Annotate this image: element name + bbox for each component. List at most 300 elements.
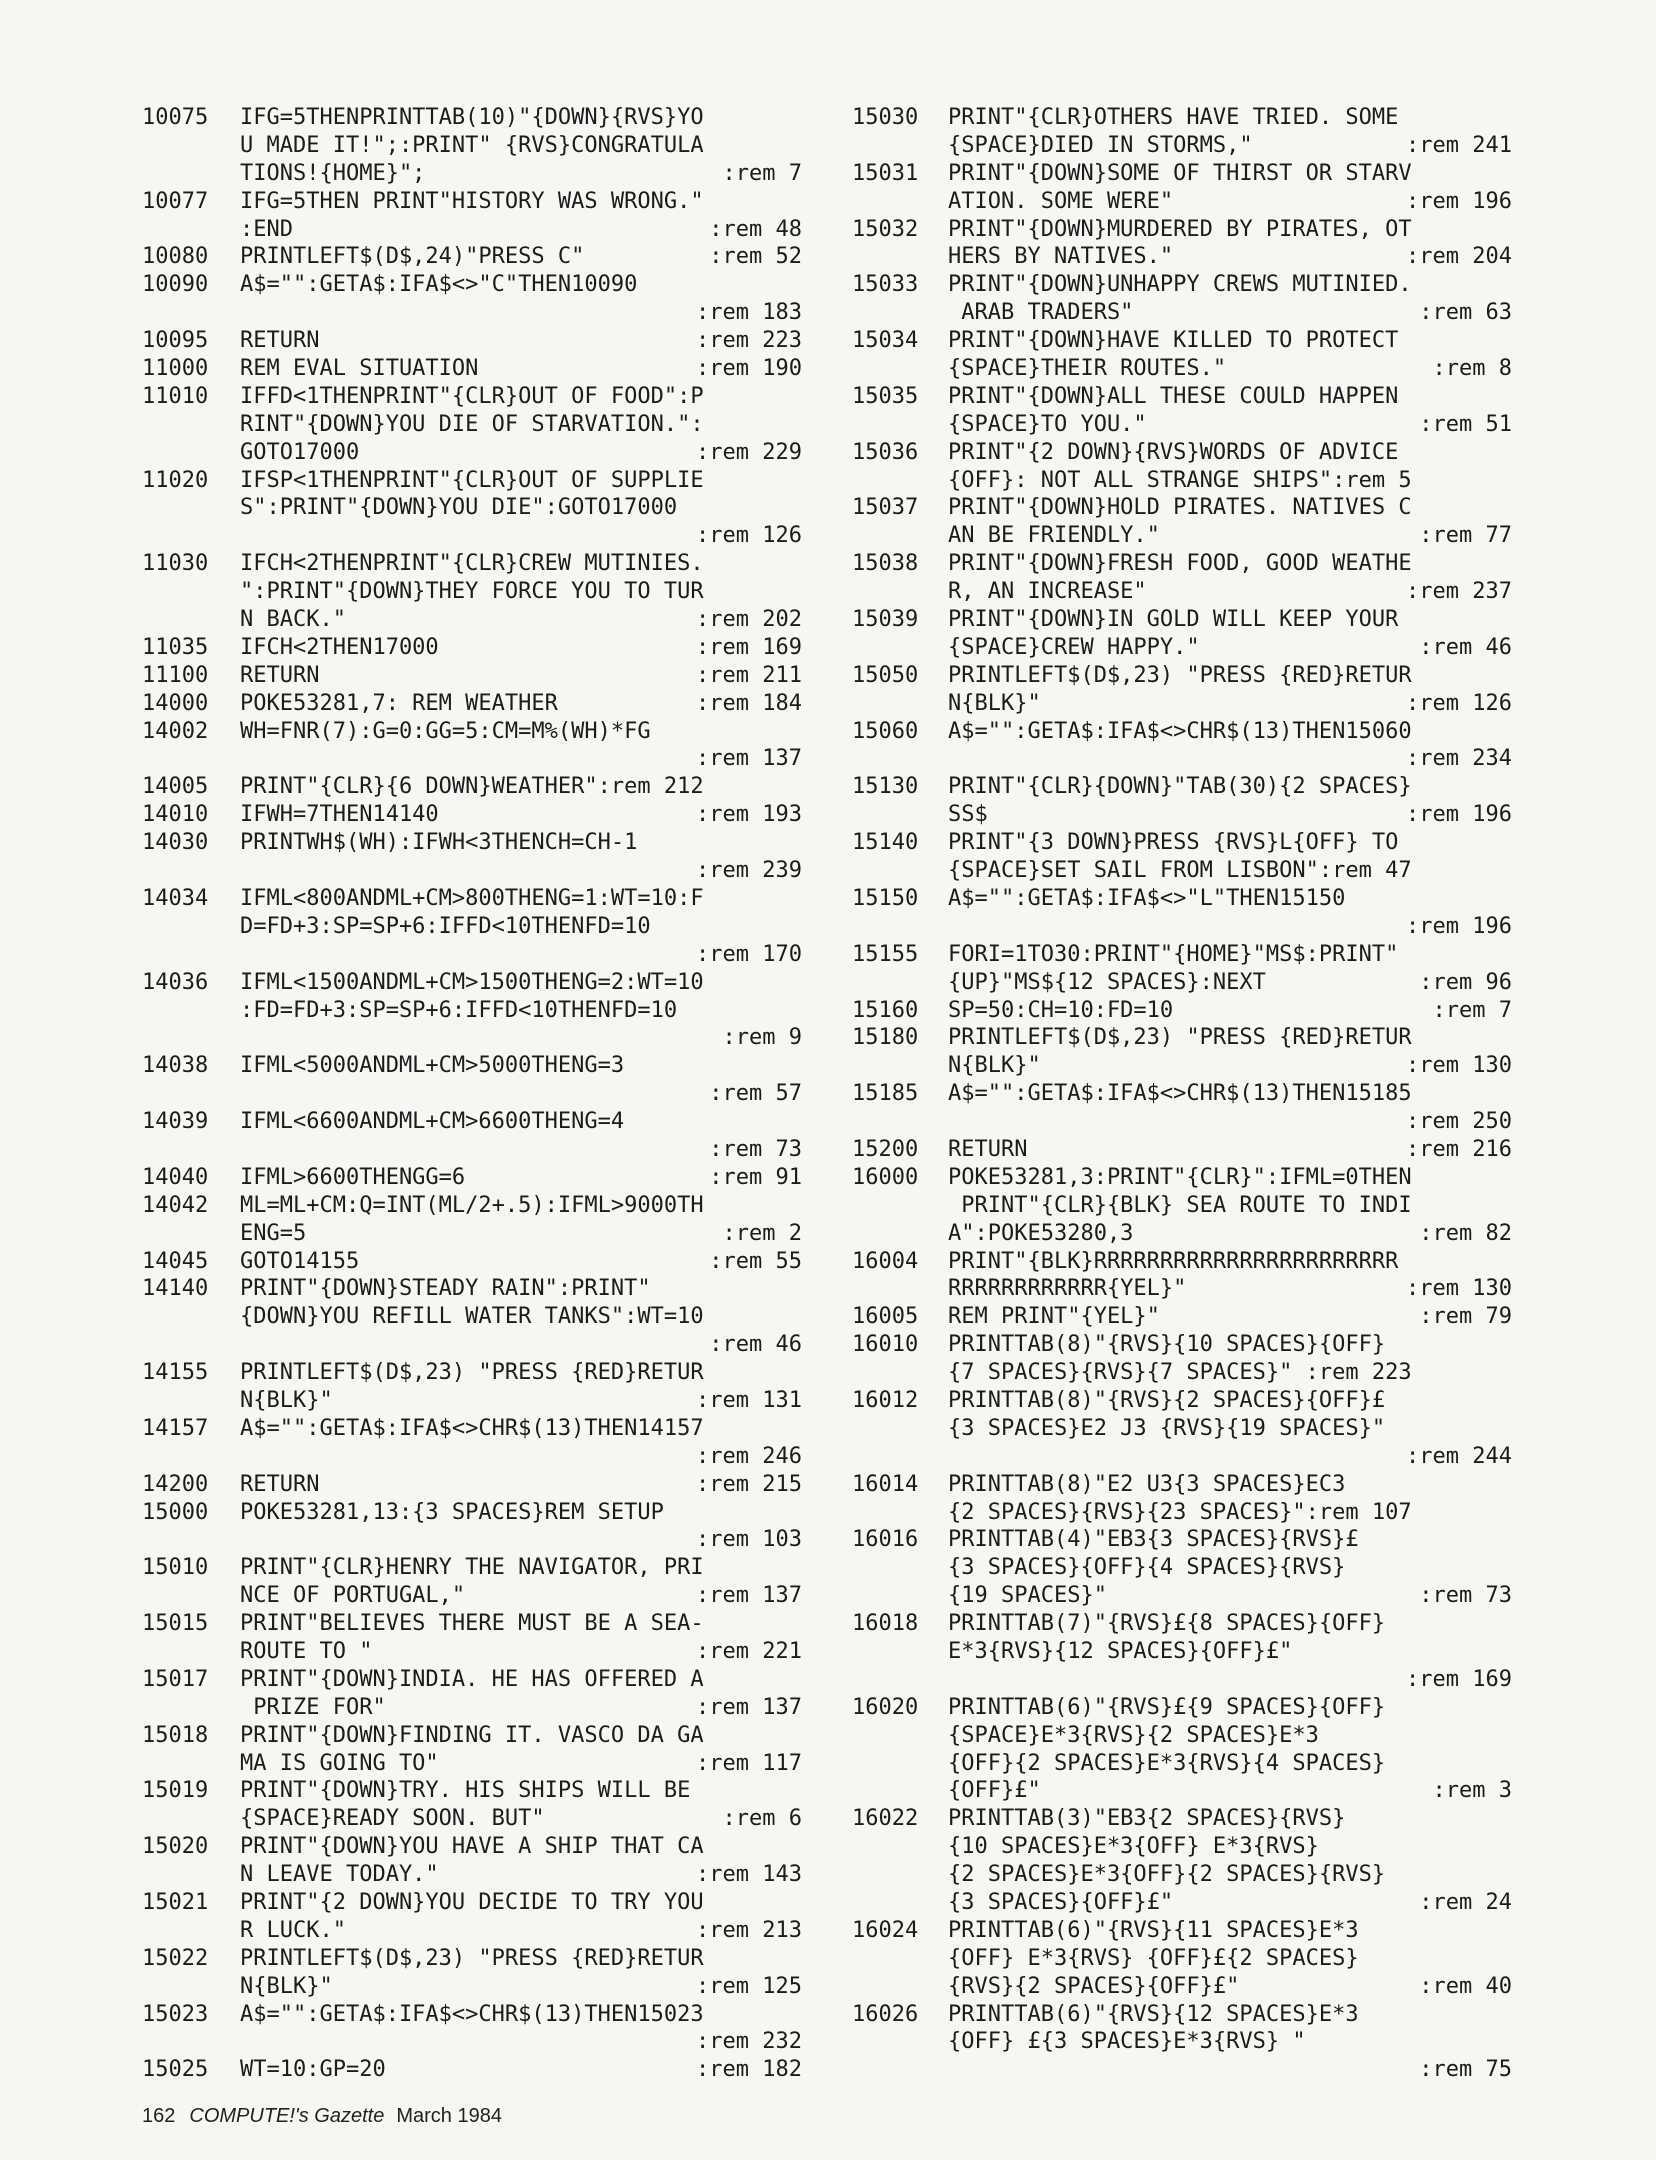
code-text: PRINTTAB(3)"EB3{2 SPACES}{RVS} [948,1806,1346,1832]
checksum-rem: :rem 169 [696,634,802,660]
checksum-rem: :rem 184 [696,690,802,716]
code-text: MA IS GOING TO" [240,1750,439,1776]
code-text: {SPACE}READY SOON. BUT" [240,1806,545,1832]
line-number: 14005 [142,774,209,800]
listing-line [142,1052,802,1080]
listing-line [142,1526,802,1554]
checksum-rem: :rem 196 [1406,802,1512,828]
listing-line [142,1136,802,1164]
listing-line [142,1917,802,1945]
code-text: AN BE FRIENDLY." [948,523,1160,549]
listing-line [142,1554,802,1582]
code-text: RETURN [240,662,320,688]
listing-line [852,801,1512,829]
line-number: 16020 [852,1694,919,1720]
line-number: 15140 [852,830,919,856]
code-text: PRINTWH$(WH):IFWH<3THENCH=CH-1 [240,830,638,856]
listing-line [852,941,1512,969]
code-text: PRINT"{CLR}{BLK} SEA ROUTE TO INDI [948,1192,1412,1218]
listing-line [852,132,1512,160]
code-text: ENG=5 [240,1220,307,1246]
listing-line [852,1136,1512,1164]
checksum-rem: :rem 250 [1406,1109,1512,1135]
code-text: GOTO17000 [240,439,360,465]
code-text: :END [240,216,293,242]
line-number: 15023 [142,2001,209,2027]
listing-line [142,1722,802,1750]
listing-line [852,216,1512,244]
line-number: 14042 [142,1192,209,1218]
listing-line [852,1331,1512,1359]
checksum-rem: :rem 117 [696,1750,802,1776]
listing-line [142,104,802,132]
line-number: 11100 [142,662,209,688]
checksum-rem: :rem 143 [696,1862,802,1888]
page-footer [142,2105,502,2128]
listing-line [852,997,1512,1025]
checksum-rem: :rem 131 [696,1387,802,1413]
listing-column-left [142,104,802,2084]
code-text: PRINTLEFT$(D$,23) "PRESS {RED}RETUR [240,1945,704,1971]
listing-line [142,1080,802,1108]
listing-line [852,271,1512,299]
listing-line [142,1275,802,1303]
code-text: {RVS}{2 SPACES}{OFF}£" [948,1973,1240,1999]
code-text: PRINT"{3 DOWN}PRESS {RVS}L{OFF} TO [948,830,1399,856]
listing-line [852,885,1512,913]
listing-line [852,1945,1512,1973]
checksum-rem: :rem 211 [696,662,802,688]
listing-line [142,160,802,188]
checksum-rem: :rem 246 [696,1443,802,1469]
code-text: PRINTLEFT$(D$,23) "PRESS {RED}RETUR [948,662,1412,688]
code-text: {2 SPACES}E*3{OFF}{2 SPACES}{RVS} [948,1862,1386,1888]
code-text: PRINT"{DOWN}INDIA. HE HAS OFFERED A [240,1666,704,1692]
listing-line [142,690,802,718]
listing-line [852,2001,1512,2029]
line-number: 15130 [852,774,919,800]
line-number: 15155 [852,941,919,967]
code-text: REM EVAL SITUATION [240,356,479,382]
code-text: ATION. SOME WERE" [948,188,1174,214]
listing-line [852,355,1512,383]
checksum-rem: :rem 46 [709,1332,802,1358]
code-text: :FD=FD+3:SP=SP+6:IFFD<10THENFD=10 [240,997,678,1023]
checksum-rem: :rem 55 [709,1248,802,1274]
line-number: 15020 [142,1834,209,1860]
line-number: 16024 [852,1917,919,1943]
code-text: PRINTTAB(6)"{RVS}{12 SPACES}E*3 [948,2001,1359,2027]
checksum-rem: :rem 237 [1406,579,1512,605]
listing-line [852,1387,1512,1415]
listing-line [142,1861,802,1889]
line-number: 15019 [142,1778,209,1804]
listing-line [142,550,802,578]
code-text: PRINTTAB(8)"{RVS}{10 SPACES}{OFF} [948,1332,1386,1358]
code-text: PRINTTAB(7)"{RVS}£{8 SPACES}{OFF} [948,1611,1386,1637]
line-number: 14140 [142,1276,209,1302]
code-text: PRINT"{DOWN}IN GOLD WILL KEEP YOUR [948,607,1399,633]
checksum-rem: :rem 91 [709,1164,802,1190]
checksum-rem: :rem 57 [709,1081,802,1107]
checksum-rem: :rem 63 [1419,300,1512,326]
code-text: PRINTLEFT$(D$,24)"PRESS C" [240,244,585,270]
checksum-rem: :rem 77 [1419,523,1512,549]
line-number: 10080 [142,244,209,270]
code-text: E*3{RVS}{12 SPACES}{OFF}£" [948,1638,1293,1664]
listing-line [852,1554,1512,1582]
code-text: A$="":GETA$:IFA$<>CHR$(13)THEN14157 [240,1415,704,1441]
code-text: IFWH=7THEN14140 [240,802,439,828]
listing-line [142,216,802,244]
listing-line [142,439,802,467]
checksum-rem: :rem 196 [1406,913,1512,939]
listing-line [852,467,1512,495]
listing-line [852,1750,1512,1778]
listing-line [142,606,802,634]
checksum-rem: :rem 24 [1419,1890,1512,1915]
line-number: 15037 [852,495,919,521]
listing-line [852,243,1512,271]
code-text: PRINTLEFT$(D$,23) "PRESS {RED}RETUR [948,1025,1412,1051]
line-number: 15018 [142,1722,209,1748]
listing-line [852,550,1512,578]
checksum-rem: :rem 79 [1419,1304,1512,1330]
listing-line [142,997,802,1025]
checksum-rem: :rem 202 [696,607,802,633]
checksum-rem: :rem 215 [696,1471,802,1497]
line-number: 15060 [852,718,919,744]
code-text: PRINT"{DOWN}MURDERED BY PIRATES, OT [948,216,1412,242]
listing-line [142,1359,802,1387]
code-text: SP=50:CH=10:FD=10 [948,997,1174,1023]
listing-line [852,1080,1512,1108]
checksum-rem: :rem 169 [1406,1666,1512,1692]
checksum-rem: :rem 126 [696,523,802,549]
checksum-rem: :rem 229 [696,439,802,465]
checksum-rem: :rem 7 [722,160,802,186]
code-text: PRINT"{DOWN}HOLD PIRATES. NATIVES C [948,495,1412,521]
line-number: 15031 [852,160,919,186]
code-text: PRINT"{CLR}OTHERS HAVE TRIED. SOME [948,105,1399,130]
checksum-rem: :rem 137 [696,1694,802,1720]
code-text: ":PRINT"{DOWN}THEY FORCE YOU TO TUR [240,579,704,605]
listing-line [852,1833,1512,1861]
line-number: 16026 [852,2001,919,2027]
magazine-title: COMPUTE!'s Gazette [189,2105,385,2127]
code-text: D=FD+3:SP=SP+6:IFFD<10THENFD=10 [240,913,651,939]
checksum-rem: :rem 216 [1406,1136,1512,1162]
listing-line [852,439,1512,467]
code-text: IFML<6600ANDML+CM>6600THENG=4 [240,1109,625,1135]
line-number: 15035 [852,383,919,409]
code-text: SS$ [948,802,988,828]
code-text: {SPACE}SET SAIL FROM LISBON":rem 47 [948,858,1412,884]
code-text: {SPACE}TO YOU." [948,411,1147,437]
listing-line [852,1638,1512,1666]
listing-line [852,188,1512,216]
listing-line [142,2001,802,2029]
code-text: PRINT"{DOWN}SOME OF THIRST OR STARV [948,160,1412,186]
code-text: IFFD<1THENPRINT"{CLR}OUT OF FOOD":P [240,383,704,409]
code-text: RETURN [240,1471,320,1497]
line-number: 15180 [852,1025,919,1051]
listing-line [142,1973,802,2001]
code-text: IFML>6600THENGG=6 [240,1164,466,1190]
code-text: RETURN [948,1136,1028,1162]
line-number: 14157 [142,1415,209,1441]
code-text: POKE53281,7: REM WEATHER [240,690,558,716]
code-text: TIONS!{HOME}"; [240,160,426,186]
listing-line [142,1220,802,1248]
line-number: 16014 [852,1471,919,1497]
checksum-rem: :rem 196 [1406,188,1512,214]
checksum-rem: :rem 40 [1419,1973,1512,1999]
code-text: IFCH<2THEN17000 [240,634,439,660]
code-text: PRINT"{DOWN}TRY. HIS SHIPS WILL BE [240,1778,691,1804]
code-text: HERS BY NATIVES." [948,244,1174,270]
code-text: {UP}"MS${12 SPACES}:NEXT [948,969,1266,995]
code-text: PRINT"BELIEVES THERE MUST BE A SEA- [240,1611,704,1637]
line-number: 15039 [852,607,919,633]
listing-line [852,606,1512,634]
listing-line [142,1805,802,1833]
checksum-rem: :rem 75 [1419,2057,1512,2083]
line-number: 14002 [142,718,209,744]
code-text: FORI=1TO30:PRINT"{HOME}"MS$:PRINT" [948,941,1399,967]
listing-line [852,1526,1512,1554]
line-number: 15021 [142,1890,209,1915]
listing-line [142,773,802,801]
checksum-rem: :rem 6 [722,1806,802,1832]
checksum-rem: :rem 8 [1432,356,1512,382]
listing-line [852,104,1512,132]
line-number: 15034 [852,328,919,354]
checksum-rem: :rem 96 [1419,969,1512,995]
checksum-rem: :rem 204 [1406,244,1512,270]
code-text: PRINT"{CLR}{DOWN}"TAB(30){2 SPACES} [948,774,1412,800]
checksum-rem: :rem 183 [696,300,802,326]
code-text: A$="":GETA$:IFA$<>"L"THEN15150 [948,885,1346,911]
checksum-rem: :rem 223 [696,328,802,354]
listing-line [852,1973,1512,2001]
code-text: {19 SPACES}" [948,1583,1107,1609]
listing-line [852,1861,1512,1889]
listing-line [852,913,1512,941]
listing-line [142,857,802,885]
code-text: IFCH<2THENPRINT"{CLR}CREW MUTINIES. [240,551,704,577]
checksum-rem: :rem 213 [696,1917,802,1943]
listing-line [142,243,802,271]
checksum-rem: :rem 7 [1432,997,1512,1023]
listing-line [142,1248,802,1276]
listing-line [142,913,802,941]
code-text: PRINT"{DOWN}ALL THESE COULD HAPPEN [948,383,1399,409]
code-text: POKE53281,3:PRINT"{CLR}":IFML=0THEN [948,1164,1412,1190]
listing-line [852,1275,1512,1303]
code-text: {OFF} £{3 SPACES}E*3{RVS} " [948,2029,1306,2055]
line-number: 11000 [142,356,209,382]
checksum-rem: :rem 239 [696,858,802,884]
listing-line [142,411,802,439]
line-number: 14200 [142,1471,209,1497]
listing-line [142,299,802,327]
code-text: PRINT"{CLR}HENRY THE NAVIGATOR, PRI [240,1555,704,1581]
code-text: {OFF}£" [948,1778,1041,1804]
checksum-rem: :rem 221 [696,1638,802,1664]
line-number: 14034 [142,885,209,911]
listing-line [852,634,1512,662]
listing-line [852,383,1512,411]
checksum-rem: :rem 125 [696,1973,802,1999]
listing-line [142,801,802,829]
code-text: PRINT"{2 DOWN}{RVS}WORDS OF ADVICE [948,439,1399,465]
listing-line [142,1331,802,1359]
listing-line [852,327,1512,355]
checksum-rem: :rem 130 [1406,1276,1512,1302]
code-text: PRINT"{2 DOWN}YOU DECIDE TO TRY YOU [240,1890,704,1915]
line-number: 10075 [142,105,209,130]
line-number: 15015 [142,1611,209,1637]
code-text: A":POKE53280,3 [948,1220,1134,1246]
listing-line [142,1499,802,1527]
code-text: {3 SPACES}{OFF}£" [948,1890,1174,1915]
listing-line [142,2056,802,2084]
listing-line [852,2056,1512,2084]
code-text: ROUTE TO " [240,1638,373,1664]
listing-line [142,1694,802,1722]
line-number: 15032 [852,216,919,242]
line-number: 15033 [852,272,919,298]
checksum-rem: :rem 244 [1406,1443,1512,1469]
listing-line [852,1582,1512,1610]
line-number: 14038 [142,1053,209,1079]
checksum-rem: :rem 46 [1419,634,1512,660]
listing-line [142,494,802,522]
line-number: 16018 [852,1611,919,1637]
code-text: RETURN [240,328,320,354]
listing-line [142,829,802,857]
code-text: PRINT"{BLK}RRRRRRRRRRRRRRRRRRRRRRR [948,1248,1399,1274]
code-text: A$="":GETA$:IFA$<>"C"THEN10090 [240,272,638,298]
checksum-rem: :rem 9 [722,1025,802,1051]
code-text: N{BLK}" [948,690,1041,716]
code-text: N{BLK}" [240,1973,333,1999]
checksum-rem: :rem 73 [1419,1583,1512,1609]
listing-line [852,1359,1512,1387]
checksum-rem: :rem 232 [696,2029,802,2055]
code-text: {10 SPACES}E*3{OFF} E*3{RVS} [948,1834,1319,1860]
listing-line [852,1303,1512,1331]
code-text: {OFF}{2 SPACES}E*3{RVS}{4 SPACES} [948,1750,1386,1776]
line-number: 16010 [852,1332,919,1358]
listing-line [142,1192,802,1220]
listing-line [852,1499,1512,1527]
checksum-rem: :rem 182 [696,2057,802,2083]
line-number: 15160 [852,997,919,1023]
line-number: 14036 [142,969,209,995]
code-text: N{BLK}" [240,1387,333,1413]
listing-line [142,578,802,606]
listing-line [852,1471,1512,1499]
listing-line [852,857,1512,885]
listing-line [852,718,1512,746]
listing-line [852,969,1512,997]
line-number: 16012 [852,1387,919,1413]
checksum-rem: :rem 126 [1406,690,1512,716]
listing-line [142,885,802,913]
listing-line [852,299,1512,327]
listing-line [142,2028,802,2056]
listing-line [852,829,1512,857]
line-number: 15036 [852,439,919,465]
checksum-rem: :rem 241 [1406,132,1512,158]
code-text: WT=10:GP=20 [240,2057,386,2083]
code-text: REM PRINT"{YEL}" [948,1304,1160,1330]
listing-line [852,1220,1512,1248]
code-text: IFML<800ANDML+CM>800THENG=1:WT=10:F [240,885,704,911]
code-text: {DOWN}YOU REFILL WATER TANKS":WT=10 [240,1304,704,1330]
listing-line [142,1582,802,1610]
checksum-rem: :rem 73 [709,1136,802,1162]
code-text: {7 SPACES}{RVS}{7 SPACES}" :rem 223 [948,1360,1412,1386]
code-text: IFSP<1THENPRINT"{CLR}OUT OF SUPPLIE [240,467,704,493]
listing-line [142,271,802,299]
line-number: 16005 [852,1304,919,1330]
listing-line [142,1303,802,1331]
code-text: PRINT"{DOWN}UNHAPPY CREWS MUTINIED. [948,272,1412,298]
listing-line [852,690,1512,718]
code-text: ARAB TRADERS" [948,300,1134,326]
listing-line [142,355,802,383]
line-number: 15038 [852,551,919,577]
code-text: {3 SPACES}E2 J3 {RVS}{19 SPACES}" [948,1415,1386,1441]
checksum-rem: :rem 137 [696,746,802,772]
code-text: WH=FNR(7):G=0:GG=5:CM=M%(WH)*FG [240,718,651,744]
code-text: PRINT"{CLR}{6 DOWN}WEATHER":rem 212 [240,774,704,800]
listing-line [142,634,802,662]
listing-line [142,969,802,997]
line-number: 15000 [142,1499,209,1525]
line-number: 16004 [852,1248,919,1274]
line-number: 16016 [852,1527,919,1553]
checksum-rem: :rem 170 [696,941,802,967]
listing-line [852,1108,1512,1136]
line-number: 10095 [142,328,209,354]
listing-line [142,1889,802,1917]
line-number: 14000 [142,690,209,716]
listing-line [852,1722,1512,1750]
code-text: {SPACE}DIED IN STORMS," [948,132,1253,158]
listing-line [852,522,1512,550]
listing-line [142,188,802,216]
code-text: A$="":GETA$:IFA$<>CHR$(13)THEN15023 [240,2001,704,2027]
listing-line [852,1443,1512,1471]
code-text: {OFF}: NOT ALL STRANGE SHIPS":rem 5 [948,467,1412,493]
code-text: RRRRRRRRRRRR{YEL}" [948,1276,1187,1302]
code-text: PRINTTAB(4)"EB3{3 SPACES}{RVS}£ [948,1527,1359,1553]
line-number: 11010 [142,383,209,409]
listing-line [142,1387,802,1415]
listing-line [852,1917,1512,1945]
listing-line [142,1610,802,1638]
code-text: {OFF} E*3{RVS} {OFF}£{2 SPACES} [948,1945,1359,1971]
listing-line [852,662,1512,690]
code-text: {3 SPACES}{OFF}{4 SPACES}{RVS} [948,1555,1346,1581]
listing-line [142,662,802,690]
line-number: 14155 [142,1360,209,1386]
listing-line [142,1108,802,1136]
